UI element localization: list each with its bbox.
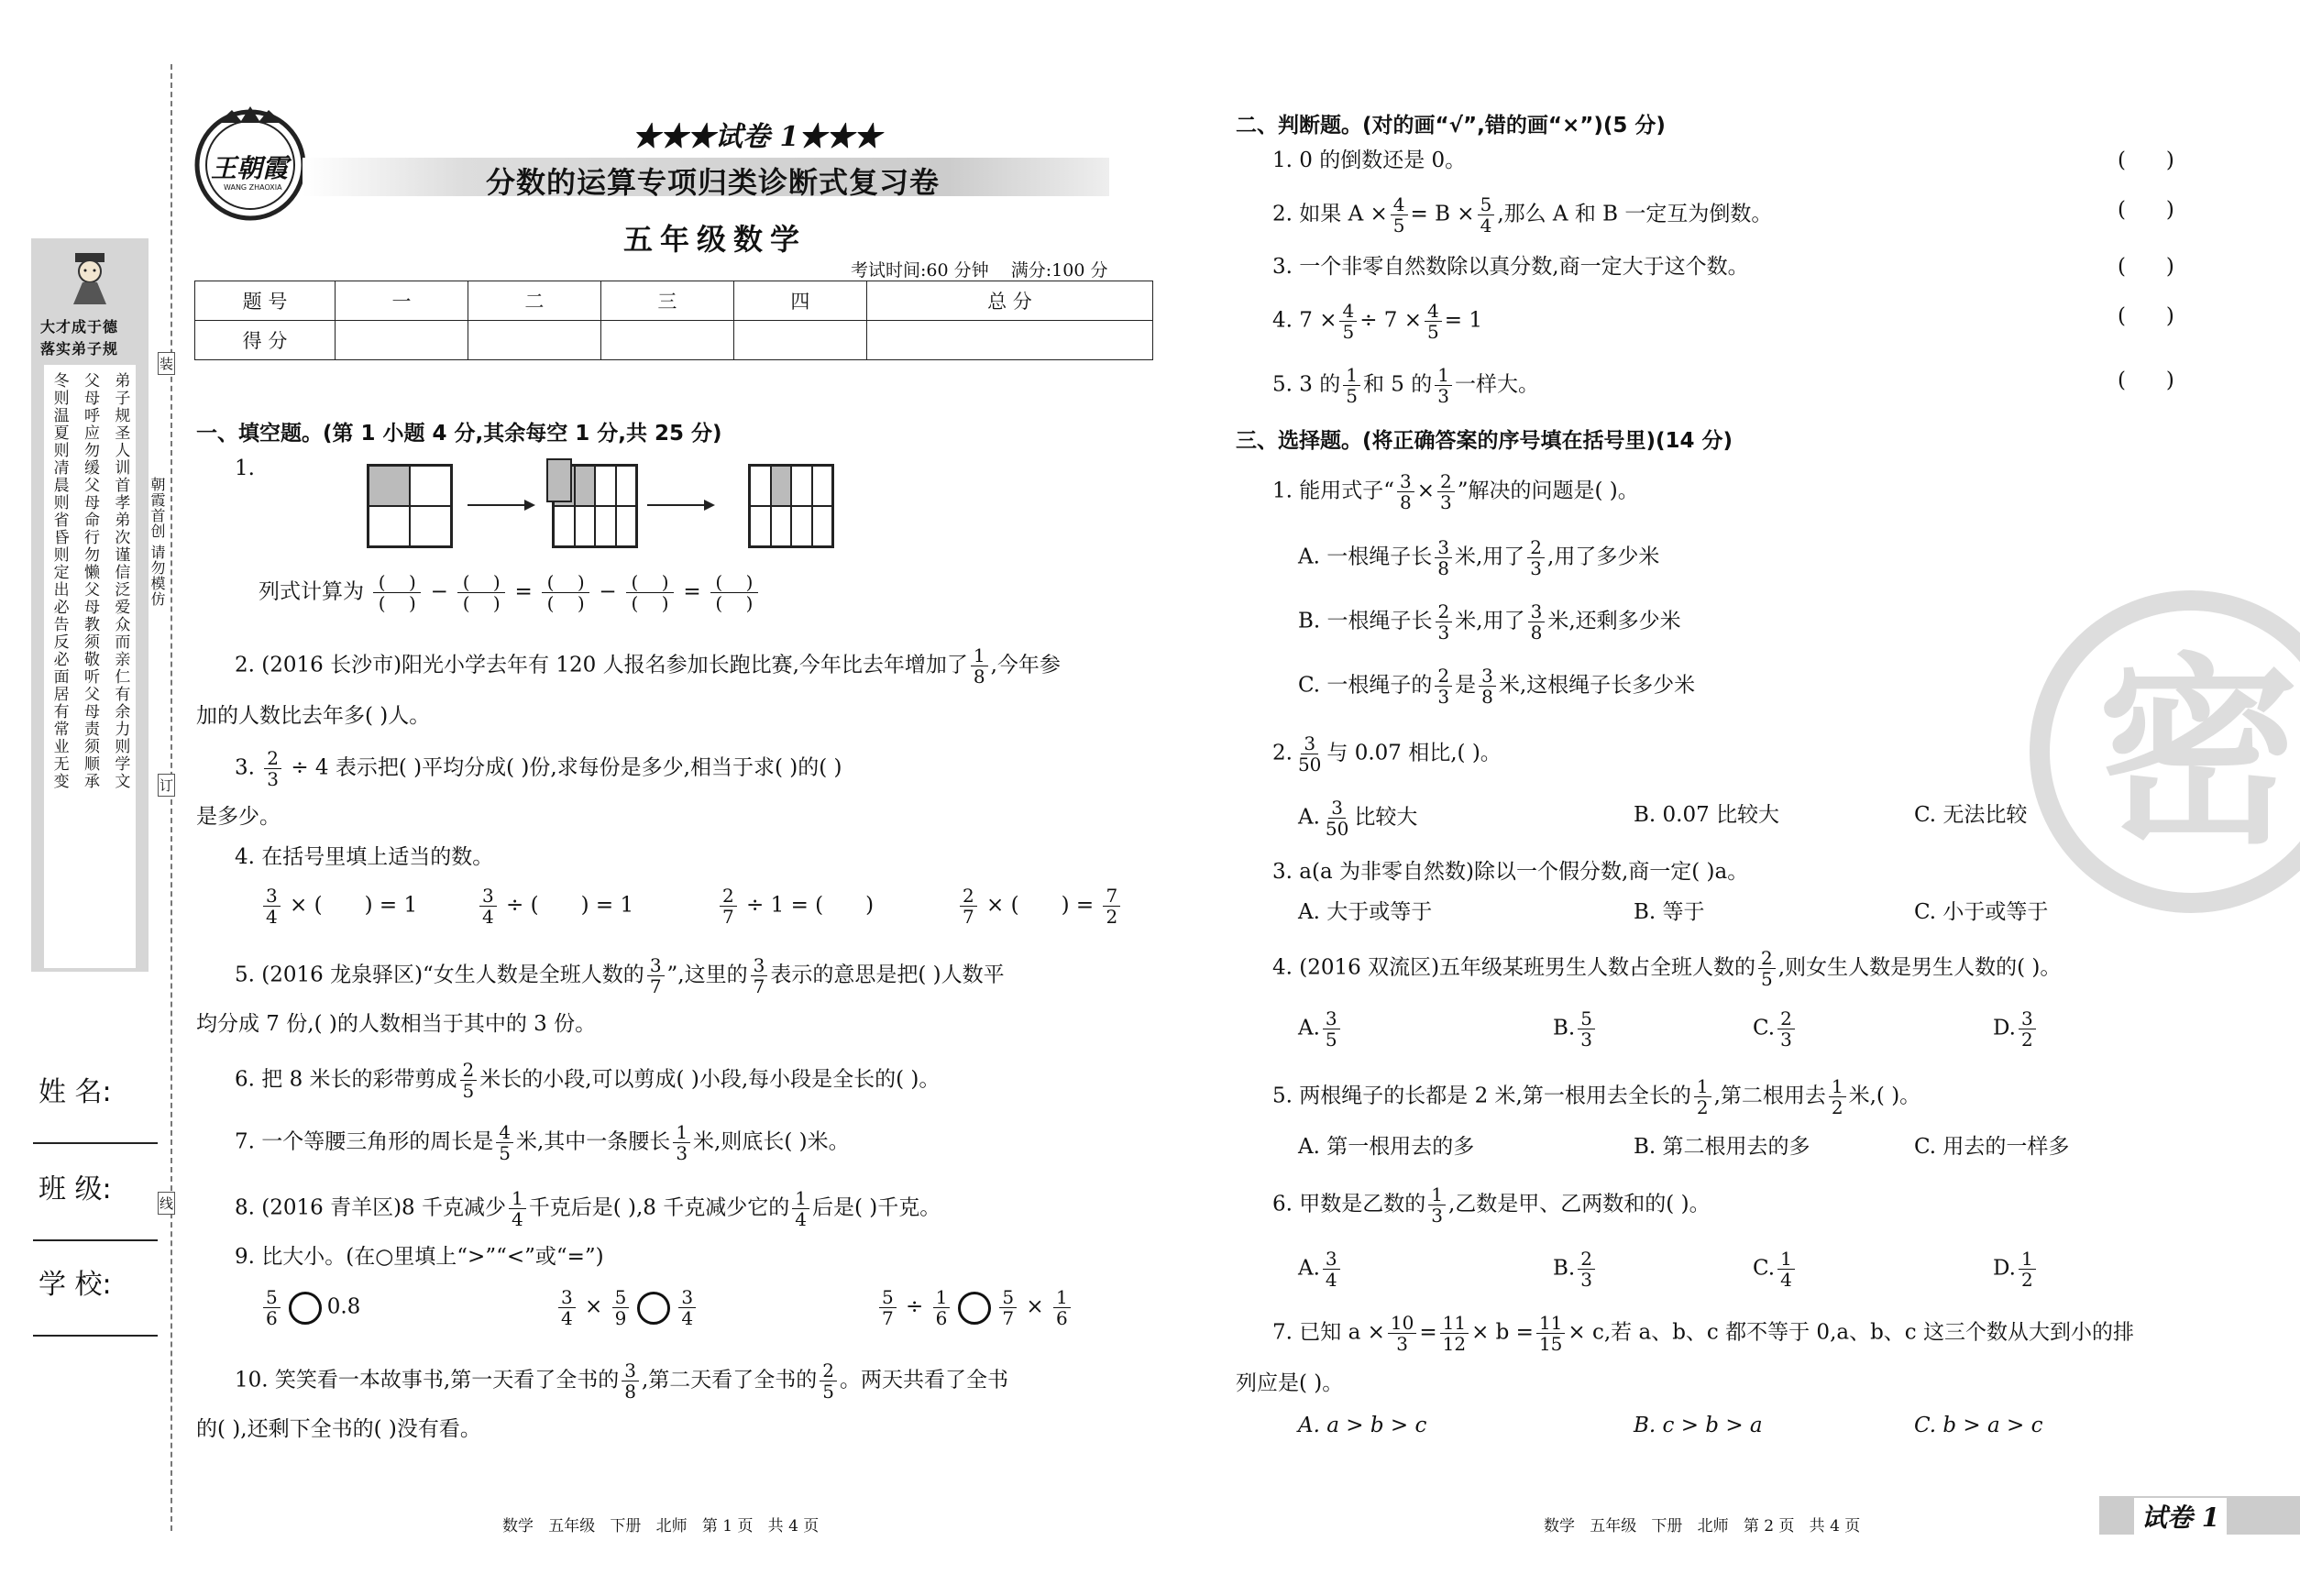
score-input-cell[interactable]	[733, 321, 866, 360]
option-text: 米,还剩多少米	[1547, 609, 1681, 633]
blank-fraction[interactable]: $\frac{( )}{( )}$	[542, 572, 589, 613]
s3-q5-option-a[interactable]: A. 第一根用去的多	[1298, 1135, 1475, 1159]
s3-q1-option-c[interactable]: C. 一根绳子的 $\frac{2}{3}$ 是 $\frac{3}{8}$ 米,这根绳子长多少米	[1298, 665, 1696, 708]
name-field[interactable]	[33, 1142, 158, 1144]
s3-q7-text: =	[1419, 1320, 1437, 1345]
s3-q7-text: × c,若 a、b、c 都不等于 0,a、b、c 这三个数从大到小的排	[1568, 1320, 2135, 1345]
s1-q7-text: 米,其中一条腰长	[516, 1129, 671, 1154]
s1-q5: 5. (2016 龙泉驿区)“女生人数是全班人数的 $\frac{3}{7}$ ”,这里的 $\frac{3}{7}$ 表示的意思是把( )人数平	[235, 954, 1005, 997]
s1-q9: 9. 比大小。(在○里填上“>”“<”或“=”)	[235, 1245, 604, 1269]
s3-q3: 3. a(a 为非零自然数)除以一个假分数,商一定( )a。	[1272, 860, 1749, 884]
s3-q3-option-b[interactable]: B. 等于	[1634, 900, 1705, 924]
s1-q7: 7. 一个等腰三角形的周长是 $\frac{4}{5}$ 米,其中一条腰长 $\frac{1}{3}$ 米,则底长( )米。	[235, 1121, 850, 1164]
option-text: 米,用了	[1454, 545, 1525, 569]
watermark-seal	[2026, 587, 2300, 917]
s1-q9-item-3: $\frac{5}{7}$ ÷ $\frac{1}{6}$ $\frac{5}{7}$ × $\frac{1}{6}$	[876, 1287, 1073, 1328]
s1-q9-item-1: $\frac{5}{6}$ 0.8	[260, 1287, 360, 1328]
s3-q5-text: ,第二根用去	[1713, 1084, 1826, 1108]
s1-q8-text: 千克后是( ),8 千克减少它的	[528, 1195, 790, 1220]
s1-q8-text: 后是( )千克。	[811, 1195, 941, 1220]
section1-title: 一、填空题。(第 1 小题 4 分,其余每空 1 分,共 25 分)	[196, 422, 722, 446]
s1-q10-line2: 的( ),还剩下全书的( )没有看。	[196, 1417, 481, 1441]
score-table-cell: 三	[600, 281, 733, 321]
score-input-cell[interactable]	[468, 321, 600, 360]
s1-q10-text: 。两天共看了全书	[839, 1368, 1008, 1392]
s2-answer-3[interactable]: ( )	[2118, 255, 2174, 279]
blank-fraction[interactable]: $\frac{( )}{( )}$	[457, 572, 505, 613]
footer-right: 数学 五年级 下册 北师 第 2 页 共 4 页	[1544, 1517, 1861, 1535]
exam-info: 考试时间:60 分钟 满分:100 分	[851, 260, 1108, 281]
s2-answer-2[interactable]: ( )	[2118, 198, 2174, 222]
s3-q1: 1. 能用式子“ $\frac{3}{8}$ × $\frac{2}{3}$ ”解决的问题是( )。	[1272, 470, 1639, 513]
score-table-cell: 一	[336, 281, 468, 321]
s1-q4-item-1: $\frac{3}{4}$ × ( ) = 1	[260, 886, 417, 927]
s3-q1-option-a[interactable]: A. 一根绳子长 $\frac{3}{8}$ 米,用了 $\frac{2}{3}$ ,用了多少米	[1298, 536, 1660, 579]
s2-q2: 2. 如果 A × $\frac{4}{5}$ = B × $\frac{5}{4}$ ,那么 A 和 B 一定互为倒数。	[1272, 193, 1773, 237]
s3-q7-text: 7. 已知 a ×	[1272, 1320, 1385, 1345]
s1-q5-text: 表示的意思是把( )人数平	[770, 963, 1005, 987]
s1-q1-arrow-1	[468, 504, 534, 506]
s1-q2-text: 2. (2016 长沙市)阳光小学去年有 120 人报名参加长跑比赛,今年比去年增加了	[235, 653, 968, 677]
s1-q10: 10. 笑笑看一本故事书,第一天看了全书的 $\frac{3}{8}$ ,第二天看了全书的 $\frac{2}{5}$ 。两天共看了全书	[235, 1359, 1008, 1403]
s3-q4-option-b[interactable]: B. $\frac{5}{3}$	[1553, 1008, 1598, 1050]
s1-q4-item-4: $\frac{2}{7}$ × ( ) = $\frac{7}{2}$	[957, 886, 1123, 927]
s3-q5: 5. 两根绳子的长都是 2 米,第一根用去全长的 $\frac{1}{2}$ ,第二根用去 $\frac{1}{2}$ 米,( )。	[1272, 1075, 1921, 1118]
sidebar-verse-col-3: 冬则温夏则凊晨则省昏则定出必告反必面居有常业无变	[50, 372, 69, 790]
s3-q1-text: ”解决的问题是( )。	[1457, 479, 1639, 503]
class-label: 班 级:	[39, 1173, 112, 1205]
s2-q5-text: 5. 3 的	[1272, 372, 1341, 397]
s3-q2-option-c[interactable]: C. 无法比较	[1914, 803, 2028, 827]
s1-q3	[235, 748, 842, 789]
s3-q6-option-a[interactable]: A. $\frac{3}{4}$	[1298, 1249, 1343, 1290]
s1-q8-text: 8. (2016 青羊区)8 千克减少	[235, 1195, 506, 1220]
score-table-cell: 四	[733, 281, 866, 321]
s3-q4-text: ,则女生人数是男生人数的( )。	[1777, 955, 2062, 980]
s1-q6: 6. 把 8 米长的彩带剪成 $\frac{2}{5}$ 米长的小段,可以剪成( )小段,每小段是全长的( )。	[235, 1059, 941, 1102]
s1-q5-text: 5. (2016 龙泉驿区)“女生人数是全班人数的	[235, 963, 644, 987]
s3-q5-text: 米,( )。	[1848, 1084, 1921, 1108]
s1-q1-grid-c	[748, 464, 834, 548]
s1-q3-text: 3.	[235, 755, 255, 780]
s1-q3-line2: 是多少。	[196, 805, 281, 829]
class-field[interactable]	[33, 1239, 158, 1241]
s3-q2-text: 与 0.07 相比,( )。	[1326, 741, 1502, 765]
s2-q5-text: 和 5 的	[1362, 372, 1433, 397]
s3-q1-option-b[interactable]: B. 一根绳子长 $\frac{2}{3}$ 米,用了 $\frac{3}{8}$ 米,还剩多少米	[1298, 600, 1681, 644]
score-table-cell: 二	[468, 281, 600, 321]
seal-mark-1: 装	[158, 352, 175, 375]
s1-q6-text: 米长的小段,可以剪成( )小段,每小段是全长的( )。	[479, 1067, 941, 1092]
school-field[interactable]	[33, 1335, 158, 1337]
s2-q5-text: 一样大。	[1454, 372, 1539, 397]
compare-circle[interactable]	[289, 1292, 322, 1325]
score-table-header-row	[195, 281, 1153, 321]
compare-circle[interactable]	[958, 1292, 991, 1325]
s1-q6-text: 6. 把 8 米长的彩带剪成	[235, 1067, 457, 1092]
s2-q4-text: 4. 7 ×	[1272, 308, 1337, 333]
s3-q5-option-b[interactable]: B. 第二根用去的多	[1634, 1135, 1810, 1159]
exam-title: 分数的运算专项归类诊断式复习卷	[486, 165, 941, 200]
s3-q4: 4. (2016 双流区)五年级某班男生人数占全班人数的 $\frac{2}{5}$ ,则女生人数是男生人数的( )。	[1272, 947, 2062, 990]
s2-q3: 3. 一个非零自然数除以真分数,商一定大于这个数。	[1272, 255, 1749, 279]
section3-title: 三、选择题。(将正确答案的序号填在括号里)(14 分)	[1236, 429, 1733, 453]
s3-q6-option-b[interactable]: B. $\frac{2}{3}$	[1553, 1249, 1598, 1290]
s3-q5-text: 5. 两根绳子的长都是 2 米,第一根用去全长的	[1272, 1084, 1691, 1108]
s3-q7-text: × b =	[1471, 1320, 1534, 1345]
s1-q1-formula-prefix: 列式计算为	[259, 579, 364, 604]
footer-corner-label: 试卷 1	[2134, 1498, 2227, 1535]
s1-q5-line2: 均分成 7 份,( )的人数相当于其中的 3 份。	[196, 1012, 597, 1036]
score-input-cell[interactable]	[866, 321, 1152, 360]
s1-q4-item-3: $\frac{2}{7}$ ÷ 1 = ( )	[717, 886, 874, 927]
brand-logo-sub: WANG ZHAOXIA	[224, 183, 282, 192]
blank-fraction[interactable]: $\frac{( )}{( )}$	[710, 572, 758, 613]
s2-q4-text: = 1	[1444, 308, 1482, 333]
s3-q7-option-c[interactable]: C. b > a > c	[1914, 1414, 2043, 1437]
s3-q6-text: 6. 甲数是乙数的	[1272, 1192, 1426, 1216]
score-table-cell: 题 号	[195, 281, 336, 321]
binding-line-left	[171, 64, 172, 1531]
s3-q6-option-c[interactable]: C. $\frac{1}{4}$	[1753, 1249, 1798, 1290]
s3-q1-text: 1. 能用式子“	[1272, 479, 1395, 503]
s2-answer-5[interactable]: ( )	[2118, 369, 2174, 392]
score-table-cell: 得 分	[195, 321, 336, 360]
footer-left: 数学 五年级 下册 北师 第 1 页 共 4 页	[502, 1517, 820, 1535]
s1-q1-grid-a	[367, 464, 453, 548]
s1-q9-item-2: $\frac{3}{4}$ × $\frac{5}{9}$ $\frac{3}{4}$	[556, 1287, 699, 1328]
sidebar-slogan-2: 落实弟子规	[40, 340, 119, 358]
option-text: 比较大	[1354, 805, 1418, 830]
option-text: 是	[1455, 673, 1477, 698]
s1-q2-text: ,今年参	[990, 653, 1061, 677]
name-label: 姓 名:	[39, 1076, 112, 1108]
option-text: 米,用了	[1455, 609, 1525, 633]
score-table-score-row	[195, 321, 1153, 360]
blank-fraction[interactable]: $\frac{( )}{( )}$	[626, 572, 674, 613]
sidebar-slogan-1: 大才成于德	[40, 318, 119, 336]
s3-q3-option-a[interactable]: A. 大于或等于	[1298, 900, 1433, 924]
s3-q7-option-a[interactable]: A. a > b > c	[1298, 1414, 1427, 1437]
s1-q3-text: ÷ 4 表示把( )平均分成( )份,求每份是多少,相当于求( )的( )	[291, 755, 842, 780]
s1-q8: 8. (2016 青羊区)8 千克减少 $\frac{1}{4}$ 千克后是( ),8 千克减少它的 $\frac{1}{4}$ 后是( )千克。	[235, 1187, 941, 1230]
s1-q1-grid-b-cutout	[546, 458, 572, 502]
s2-q2-text: ,那么 A 和 B 一定互为倒数。	[1497, 202, 1773, 226]
s1-q5-text: ”,这里的	[666, 963, 748, 987]
sidebar-side-note: 朝霞首创 请勿模仿	[149, 477, 166, 608]
s1-q2	[235, 645, 1061, 687]
score-input-cell[interactable]	[336, 321, 468, 360]
s1-q9-value: 0.8	[326, 1294, 361, 1319]
s2-q2-text: = B ×	[1410, 202, 1475, 226]
s3-q6: 6. 甲数是乙数的 $\frac{1}{3}$ ,乙数是甲、乙两数和的( )。	[1272, 1183, 1711, 1227]
s3-q6-text: ,乙数是甲、乙两数和的( )。	[1448, 1192, 1711, 1216]
s2-q1: 1. 0 的倒数还是 0。	[1272, 149, 1467, 172]
school-label: 学 校:	[39, 1269, 112, 1301]
s1-q1-formula: 列式计算为 $\frac{( )}{( )}$ − $\frac{( )}{( )}$ = $\frac{( )}{( )}$ − $\frac{( )}{( )}$ = $\frac{( )}{( )}$	[259, 572, 761, 613]
s1-q1-arrow-2	[647, 504, 713, 506]
s3-q7: 7. 已知 a × $\frac{10}{3}$ = $\frac{11}{12}$ × b = $\frac{11}{15}$ × c,若 a、b、c 都不等于 0,a、b、c 这三个数从大到小的排	[1272, 1312, 2135, 1355]
s1-q10-text: 10. 笑笑看一本故事书,第一天看了全书的	[235, 1368, 620, 1392]
exam-subtitle: 五年级数学	[623, 222, 808, 257]
s3-q2-option-b[interactable]: B. 0.07 比较大	[1634, 803, 1780, 827]
s2-q5: 5. 3 的 $\frac{1}{5}$ 和 5 的 $\frac{1}{3}$ 一样大。	[1272, 364, 1539, 407]
score-input-cell[interactable]	[600, 321, 733, 360]
brand-logo-text: 王朝霞	[211, 153, 289, 183]
sidebar-verse-col-1: 弟子规圣人训首孝弟次谨信泛爱众而亲仁有余力则学文	[111, 372, 130, 790]
s3-q2-option-a[interactable]: A. $\frac{3}{50}$ 比较大	[1298, 797, 1418, 840]
s1-q7-text: 7. 一个等腰三角形的周长是	[235, 1129, 494, 1154]
s1-q10-text: ,第二天看了全书的	[641, 1368, 818, 1392]
seal-mark-2: 订	[158, 774, 175, 797]
s3-q3-option-c[interactable]: C. 小于或等于	[1914, 900, 2049, 924]
s3-q4-text: 4. (2016 双流区)五年级某班男生人数占全班人数的	[1272, 955, 1756, 980]
s2-answer-4[interactable]: ( )	[2118, 304, 2174, 328]
score-table	[194, 281, 1153, 360]
compare-circle[interactable]	[637, 1292, 670, 1325]
s1-q7-text: 米,则底长( )米。	[693, 1129, 850, 1154]
s2-q4: 4. 7 × $\frac{4}{5}$ ÷ 7 × $\frac{4}{5}$ = 1	[1272, 300, 1482, 343]
s3-q4-option-c[interactable]: C. $\frac{2}{3}$	[1753, 1008, 1798, 1050]
watermark-seal-text: 密	[2097, 636, 2300, 871]
s3-q5-option-c[interactable]: C. 用去的一样多	[1914, 1135, 2070, 1159]
sidebar-mascot	[68, 251, 112, 306]
s2-answer-1[interactable]: ( )	[2118, 149, 2174, 172]
s3-q2: 2. $\frac{3}{50}$ 与 0.07 相比,( )。	[1272, 732, 1502, 776]
s3-q4-option-d[interactable]: D. $\frac{3}{2}$	[1993, 1008, 2039, 1050]
blank-fraction[interactable]: $\frac{( )}{( )}$	[373, 572, 421, 613]
section2-title: 二、判断题。(对的画“√”,错的画“×”)(5 分)	[1236, 114, 1666, 138]
s1-q1-number: 1.	[235, 457, 255, 480]
s2-q2-text: 2. 如果 A ×	[1272, 202, 1388, 226]
s1-q4-item-2: $\frac{3}{4}$ ÷ ( ) = 1	[477, 886, 633, 927]
fraction: $\frac{1}{8}$	[971, 645, 988, 687]
s3-q7-line2: 列应是( )。	[1236, 1371, 1344, 1395]
sidebar-panel	[31, 238, 149, 972]
s3-q6-option-d[interactable]: D. $\frac{1}{2}$	[1993, 1249, 2039, 1290]
s2-q4-text: ÷ 7 ×	[1359, 308, 1423, 333]
option-text: 米,这根绳子长多少米	[1498, 673, 1696, 698]
option-text: A. 一根绳子长	[1298, 545, 1433, 569]
fraction: $\frac{2}{3}$	[264, 748, 281, 789]
brand-logo	[191, 103, 310, 222]
option-text: B. 一根绳子长	[1298, 609, 1433, 633]
s3-q7-option-b[interactable]: B. c > b > a	[1634, 1414, 1763, 1437]
option-text: C. 一根绳子的	[1298, 673, 1433, 698]
exam-label: ★★★试卷 1★★★	[633, 121, 882, 153]
option-text: ,用了多少米	[1547, 545, 1660, 569]
sidebar-verse-box	[44, 365, 136, 968]
s3-q4-option-a[interactable]: A. $\frac{3}{5}$	[1298, 1008, 1343, 1050]
score-table-cell: 总 分	[866, 281, 1152, 321]
sidebar-verse-col-2: 父母呼应勿缓父母命行勿懒父母教须敬听父母责须顺承	[80, 372, 99, 790]
seal-mark-3: 线	[158, 1192, 175, 1215]
s1-q2-line2: 加的人数比去年多( )人。	[196, 704, 431, 728]
s3-q1-text: ×	[1416, 479, 1436, 503]
s1-q4: 4. 在括号里填上适当的数。	[235, 845, 494, 869]
